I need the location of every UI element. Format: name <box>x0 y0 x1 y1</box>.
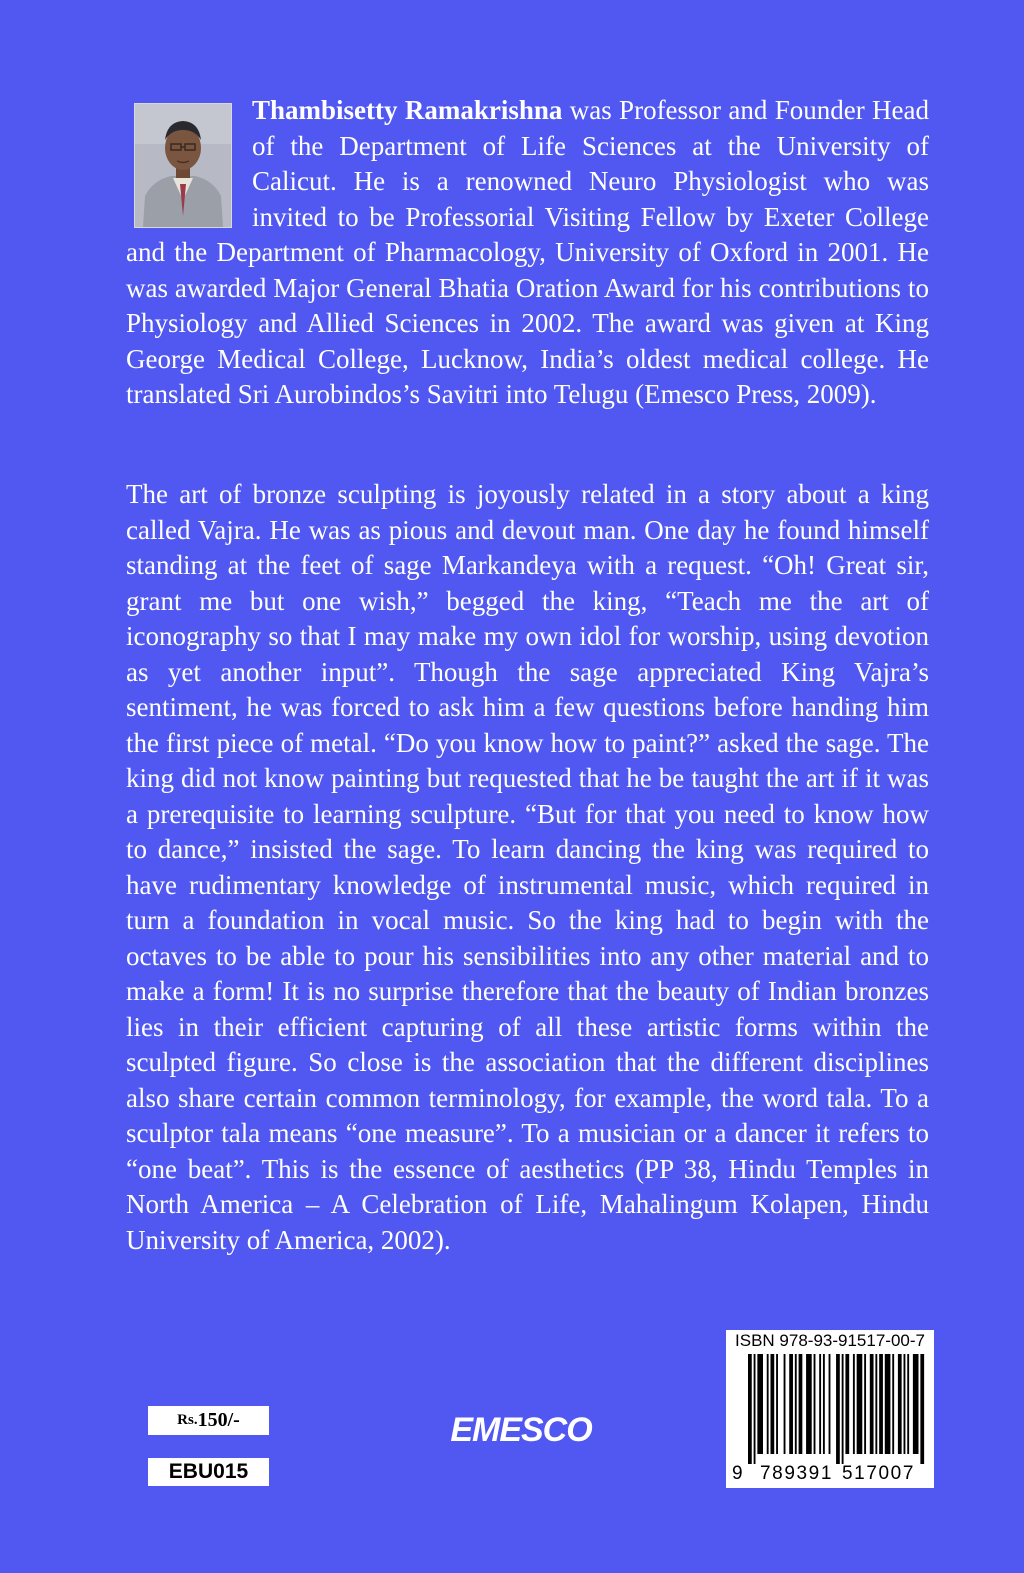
author-bio <box>126 93 929 413</box>
barcode-bar <box>795 1354 797 1454</box>
barcode-bar <box>913 1354 919 1454</box>
barcode-bar <box>864 1354 866 1454</box>
book-blurb: The art of bronze sculpting is joyously related in a story about a king called Vajra. He was as pious and devout man. One day he found himself standing at the feet of sage Markandeya with a request. “Oh! Great sir, grant me but one wish,” begged the king, “Teach me the art of iconography so that I may make my own idol for worship, using devotion as yet another input”. Though the sage appreciated King Vajra’s sentiment, he was forced to ask him a few questions before handing him the first piece of metal. “Do you know how to paint?” asked the sage. The king did not know painting but requested that he be taught the art if it was a prerequisite to learning sculpture. “But for that you need to know how to dance,” insisted the sage. To learn dancing the king was required to have rudimentary knowledge of instrumental music, which required in turn a foundation in vocal music. So the king had to begin with the octaves to be able to pour his sensibilities into any other material and to make a form! It is no surprise therefore that the beauty of Indian bronzes lies in their efficient capturing of all these artistic forms within the sculpted figure. So close is the association that the different disciplines also share certain common terminology, for example, the word tala. To a sculptor tala means “one measure”. To a musician or a dancer it refers to “one beat”. This is the essence of aesthetics (PP 38, Hindu Temples in North America – A Celebration of Life, Mahalingum Kolapen, Hindu University of America, 2002). <box>126 479 929 1255</box>
isbn-number: ISBN 978-93-91517-00-7 <box>735 1331 925 1350</box>
barcode-bar <box>757 1354 763 1454</box>
barcode-bar <box>904 1354 906 1454</box>
book-code-label: EBU015 <box>148 1458 269 1486</box>
barcode-bar <box>754 1354 756 1464</box>
isbn-barcode-block <box>726 1330 934 1488</box>
barcode-bar <box>823 1354 825 1454</box>
barcode-lead-digit: 9 <box>732 1463 743 1484</box>
publisher-logo: EMESCO <box>450 1410 592 1449</box>
barcode-bar <box>870 1354 874 1454</box>
barcode-bar <box>806 1354 812 1454</box>
price-prefix: Rs. <box>177 1412 198 1428</box>
price-label <box>148 1406 269 1435</box>
barcode-bar <box>857 1354 863 1454</box>
barcode-bar <box>776 1354 778 1454</box>
barcode-bar <box>879 1354 883 1454</box>
barcode-bar <box>767 1354 769 1454</box>
barcode-bar <box>784 1354 786 1454</box>
barcode-bar <box>898 1354 902 1454</box>
price-amount: 150/- <box>197 1409 240 1431</box>
author-photo <box>134 103 232 228</box>
author-bio-text: was Professor and Founder Head of the Department of Life Sciences at the University of Calicut. He is a renowned Neuro Physiologist who was invited to be Professorial Visiting Fellow by Exeter College and the Department of Pharmacology, University of Oxford in 2001. He was awarded Major General Bhatia Oration Award for his contributions to Physiology and Allied Sciences in 2002. The award was given at King George Medical College, Lucknow, India’s oldest medical college. He translated Sri Aurobindos’s Savitri into Telugu (Emesco Press, 2009). <box>126 95 930 409</box>
author-portrait-image <box>135 104 231 227</box>
barcode-bar <box>853 1354 855 1454</box>
barcode-bar <box>829 1354 831 1454</box>
barcode-bar <box>907 1354 909 1454</box>
barcode-bar <box>836 1354 840 1464</box>
barcode-bar <box>770 1354 774 1454</box>
barcode-bar <box>845 1354 849 1454</box>
barcode-bar <box>789 1354 793 1454</box>
barcode-left-digits: 789391 <box>760 1463 834 1484</box>
barcode-bar <box>875 1354 877 1454</box>
barcode-image <box>748 1354 926 1464</box>
barcode-bar <box>819 1354 821 1454</box>
barcode-bar <box>748 1354 752 1464</box>
author-name: Thambisetty Ramakrishna <box>252 95 563 125</box>
barcode-bar <box>920 1354 924 1464</box>
barcode-digits <box>726 1462 934 1486</box>
barcode-bar <box>842 1354 844 1464</box>
barcode-bar <box>799 1354 803 1454</box>
barcode-bar <box>892 1354 894 1454</box>
barcode-right-digits: 517007 <box>842 1463 916 1484</box>
barcode-bar <box>814 1354 816 1454</box>
barcode-bar <box>885 1354 891 1454</box>
